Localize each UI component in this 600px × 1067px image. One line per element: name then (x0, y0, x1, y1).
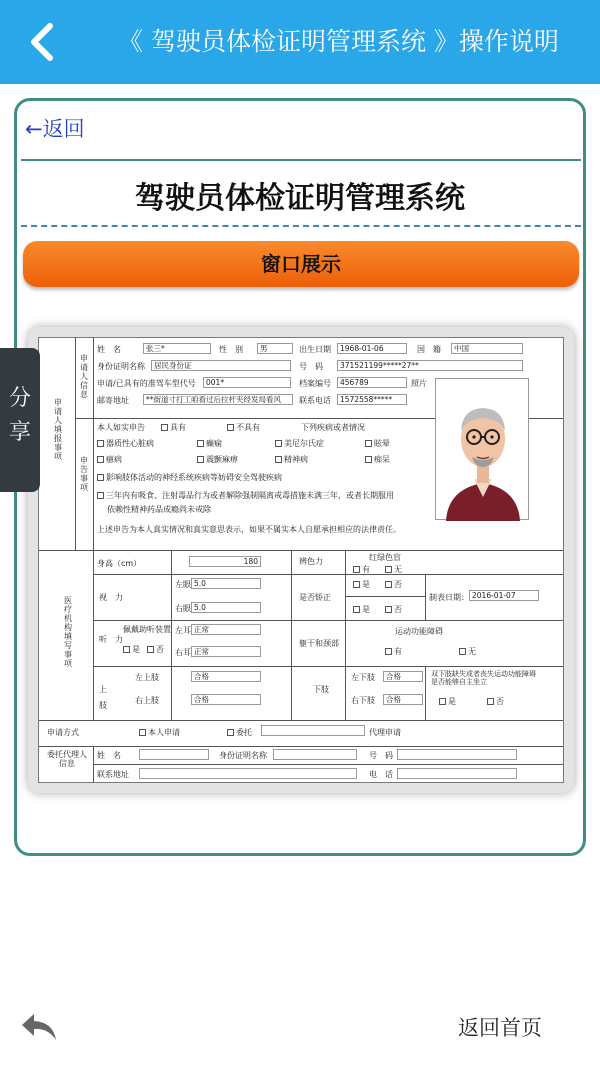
dashed-divider (21, 225, 581, 227)
agent-id-select[interactable] (273, 749, 357, 760)
disease-3[interactable]: 美尼尔氏症 (275, 438, 324, 449)
lower-limb-label: 下肢 (313, 685, 329, 694)
gender-select[interactable]: 男 (257, 343, 293, 354)
nation-label: 国 籍 (417, 345, 441, 354)
left-eye-label: 左眼 (175, 580, 191, 589)
file-field[interactable]: 456789 (337, 377, 407, 388)
addr-field[interactable]: **街道寸打工咱看过后拉杆夹经发局看风 (143, 394, 293, 405)
correct-right-no[interactable]: 否 (385, 604, 402, 615)
section-medical: 医疗机构填写事项 (64, 596, 72, 668)
right-upper-label: 右上肢 (135, 696, 159, 705)
photo-label: 照片 (411, 379, 427, 388)
agent-apply-label: 代理申请 (369, 728, 401, 737)
dob-field[interactable]: 1968-01-06 (337, 343, 407, 354)
file-label: 档案编号 (299, 379, 331, 388)
section-declaration: 申告事项 (80, 456, 88, 492)
idno-label: 号 码 (299, 362, 323, 371)
left-upper-label: 左上肢 (135, 673, 159, 682)
date-label: 制表日期： (429, 593, 469, 602)
right-upper-field[interactable]: 合格 (191, 694, 261, 705)
declare-statement: 上述申告为本人真实情况和真实意思表示，如果不属实本人自愿承担相应的法律责任。 (97, 525, 401, 534)
right-ear-label: 右耳 (175, 648, 191, 657)
agent-no-label: 号 码 (369, 751, 393, 760)
trunk-label: 躯干和颈部 (299, 639, 339, 648)
hearing-label: 听 力 (99, 635, 123, 644)
agent-name-label: 姓 名 (97, 751, 121, 760)
section-agent: 委托代理人信息 (47, 750, 87, 768)
share-tab[interactable]: 分享 (0, 348, 40, 492)
correct-left-no[interactable]: 否 (385, 579, 402, 590)
top-bar (0, 0, 600, 84)
section-applicant: 申请人填报事项 (54, 398, 62, 461)
left-lower-field[interactable]: 合格 (383, 671, 423, 682)
phone-field[interactable]: 1572558***** (337, 394, 407, 405)
back-home-link[interactable]: 返回首页 (458, 1016, 542, 1040)
agent-id-label: 身份证明名称 (219, 751, 267, 760)
entrust-field[interactable] (261, 725, 365, 736)
back-arrow-icon[interactable] (22, 20, 62, 64)
right-lower-label: 右下肢 (351, 696, 375, 705)
right-lower-field[interactable]: 合格 (383, 694, 423, 705)
section-applicant-info: 申请人信息 (80, 354, 88, 399)
correct-left-yes[interactable]: 是 (353, 579, 370, 590)
legs-no[interactable]: 否 (487, 696, 504, 707)
height-field[interactable]: 180 (189, 556, 261, 567)
agent-addr-field[interactable] (139, 768, 357, 779)
disease-9[interactable]: 影响肢体活动的神经系统疾病等妨碍安全驾驶疾病 (97, 472, 282, 483)
page-title: 《 驾驶员体检证明管理系统 》操作说明 (118, 27, 559, 56)
nation-select[interactable]: 中国 (451, 343, 523, 354)
declare-intro: 本人如实申告 (97, 423, 145, 432)
phone-label: 联系电话 (299, 396, 331, 405)
right-ear-field[interactable]: 正常 (191, 646, 261, 657)
color-no[interactable]: 无 (385, 564, 402, 575)
applicant-photo (435, 378, 529, 520)
motor-have[interactable]: 有 (385, 646, 402, 657)
content-card (14, 98, 586, 856)
name-label: 姓 名 (97, 345, 121, 354)
disease-8[interactable]: 痴呆 (365, 454, 390, 465)
gender-label: 性 别 (219, 345, 243, 354)
car-label: 申请/已具有的准驾车型代号 (97, 379, 196, 388)
disease-2[interactable]: 癫痫 (197, 438, 222, 449)
left-ear-field[interactable]: 正常 (191, 624, 261, 635)
hearing-aid-label: 佩戴助听装置 (123, 625, 171, 634)
left-eye-field[interactable]: 5.0 (191, 578, 261, 589)
upper-limb-label: 上 肢 (99, 685, 115, 710)
right-eye-field[interactable]: 5.0 (191, 602, 261, 613)
color-sub-label: 红绿色盲 (369, 553, 401, 562)
health-certificate-form (38, 337, 564, 783)
method-entrust[interactable]: 委托 (227, 727, 252, 738)
section-apply-method: 申请方式 (47, 728, 79, 737)
correct-right-yes[interactable]: 是 (353, 604, 370, 615)
disease-10[interactable]: 三年内有吸食、注射毒品行为或者解除强制隔离戒毒措施未满三年，或者长期服用 (97, 490, 394, 501)
back-link[interactable]: ←返回 (25, 117, 85, 141)
legs-yes[interactable]: 是 (439, 696, 456, 707)
car-select[interactable]: 001* (203, 377, 291, 388)
idtype-select[interactable]: 居民身份证 (151, 360, 291, 371)
correct-label: 是否矫正 (299, 593, 331, 602)
height-label: 身高（cm） (97, 559, 142, 568)
disease-7[interactable]: 精神病 (275, 454, 308, 465)
method-self[interactable]: 本人申请 (139, 727, 180, 738)
system-title: 驾驶员体检证明管理系统 (135, 181, 465, 216)
declare-have[interactable]: 具有 (161, 422, 186, 433)
disease-6[interactable]: 震颤麻痹 (197, 454, 238, 465)
window-display-button[interactable]: 窗口展示 (23, 241, 579, 287)
motor-label: 运动功能障碍 (395, 627, 443, 636)
aid-no[interactable]: 否 (147, 644, 164, 655)
legs-note: 双下肢缺失或者丧失运动功能障碍是否能够自主坐立 (431, 670, 536, 686)
vision-label: 视 力 (99, 593, 123, 602)
disease-1[interactable]: 器质性心脏病 (97, 438, 154, 449)
left-lower-label: 左下肢 (351, 673, 375, 682)
agent-phone-label: 电 话 (369, 770, 393, 779)
disease-5[interactable]: 癔病 (97, 454, 122, 465)
idtype-label: 身份证明名称 (97, 362, 145, 371)
name-field[interactable]: 张三* (143, 343, 211, 354)
disease-10-cont: 依赖性精神药品成瘾尚未戒除 (107, 505, 211, 514)
date-field[interactable]: 2016-01-07 (469, 590, 539, 601)
right-eye-label: 右眼 (175, 604, 191, 613)
addr-label: 邮寄地址 (97, 396, 129, 405)
agent-addr-label: 联系地址 (97, 770, 129, 779)
form-screenshot (28, 327, 574, 793)
color-yes[interactable]: 有 (353, 564, 370, 575)
motor-none[interactable]: 无 (459, 646, 476, 657)
agent-phone-field[interactable] (397, 768, 517, 779)
left-upper-field[interactable]: 合格 (191, 671, 261, 682)
agent-no-field[interactable] (397, 749, 517, 760)
color-label: 辨色力 (299, 557, 323, 566)
divider (21, 159, 581, 161)
aid-yes[interactable]: 是 (123, 644, 140, 655)
disease-4[interactable]: 眩晕 (365, 438, 390, 449)
left-ear-label: 左耳 (175, 626, 191, 635)
declare-not[interactable]: 不具有 (227, 422, 260, 433)
declare-intro2: 下列疾病或者情况 (301, 423, 365, 432)
dob-label: 出生日期 (299, 345, 331, 354)
agent-name-field[interactable] (139, 749, 209, 760)
idno-field[interactable]: 371521199*****27** (337, 360, 523, 371)
reply-back-icon[interactable] (20, 1010, 60, 1044)
